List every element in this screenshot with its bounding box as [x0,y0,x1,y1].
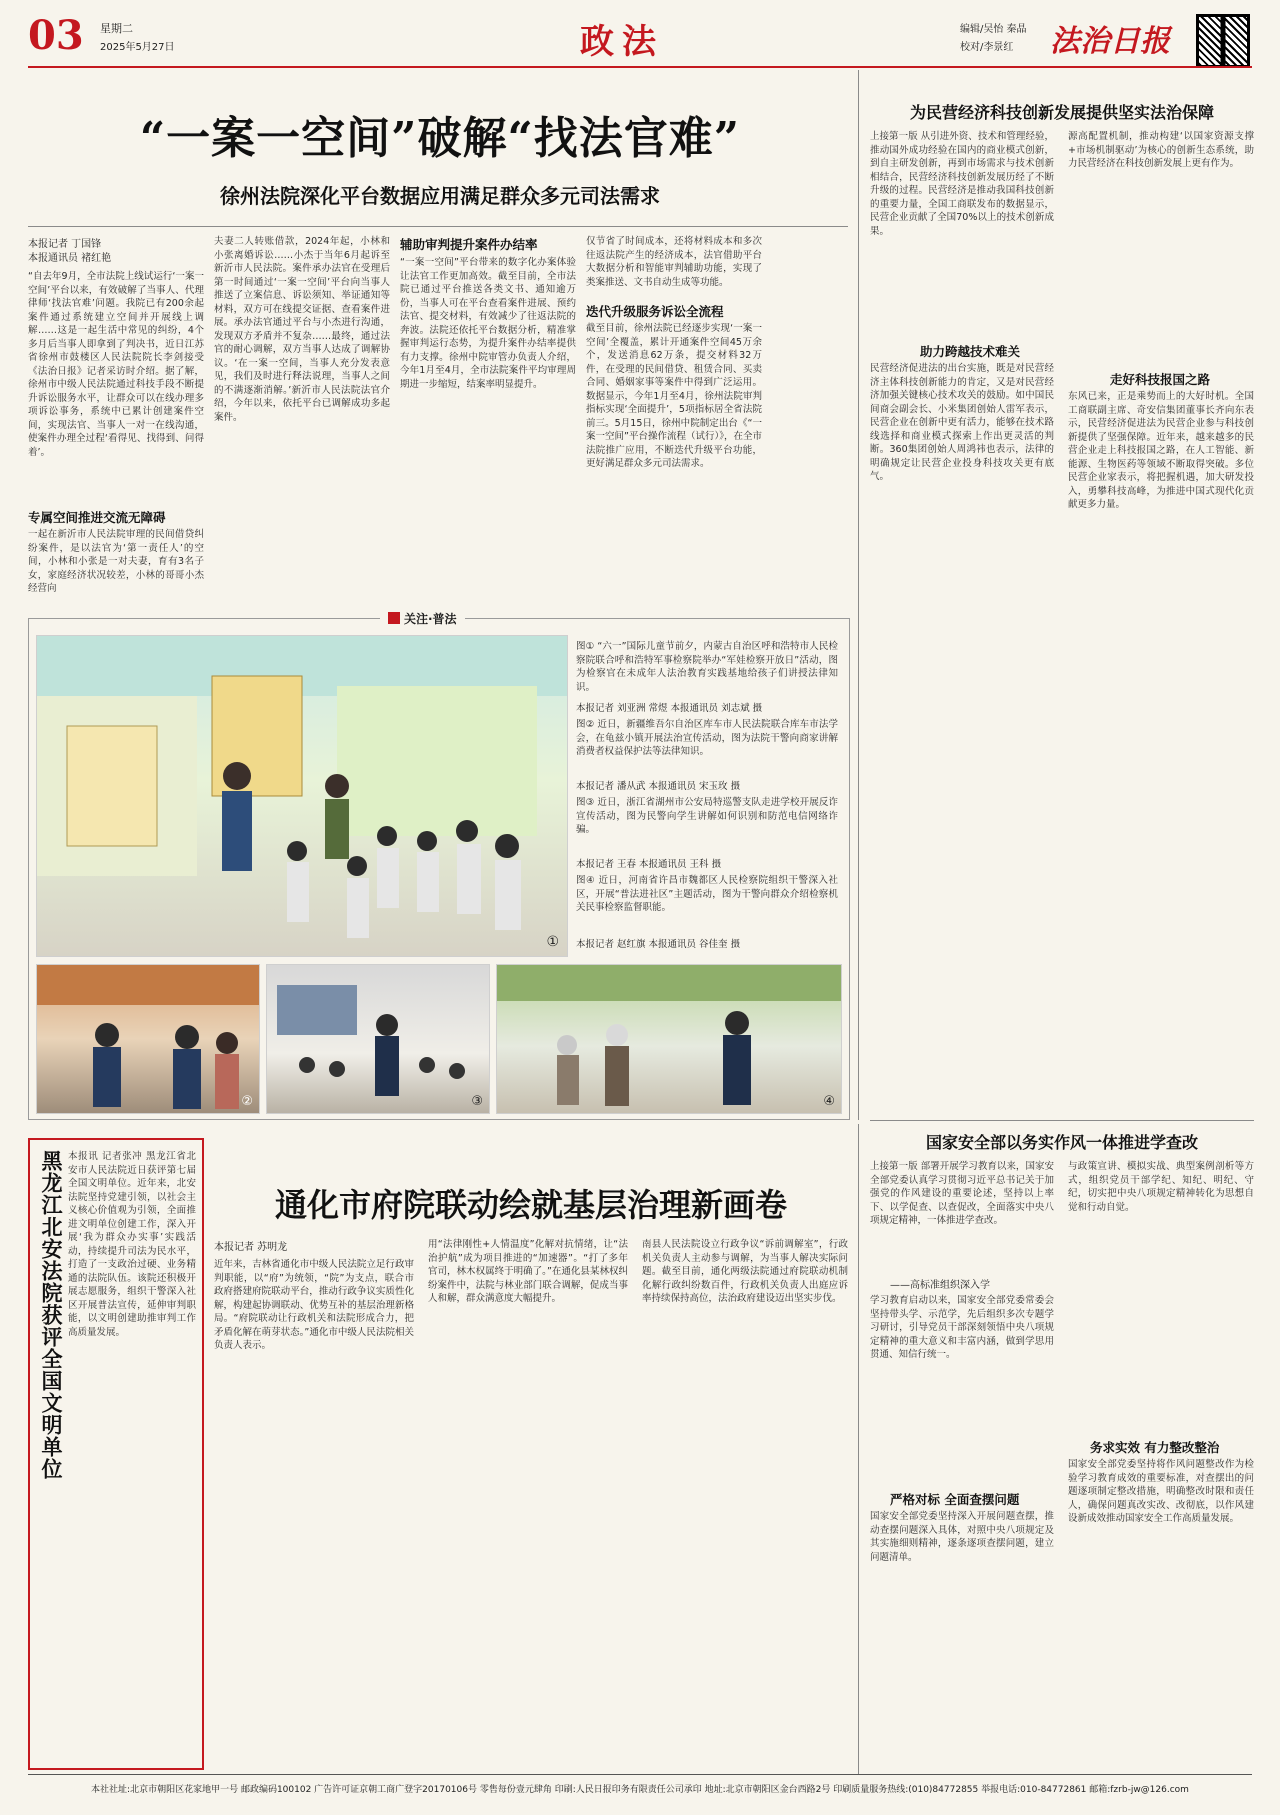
qr-code-icon [1196,14,1250,68]
tonghua-byline: 本报记者 苏明龙 [214,1242,288,1253]
issue-date: 2025年5月27日 [100,42,175,53]
tag-flag-icon [388,612,400,624]
lead-column-4: 仅节省了时间成本，还将材料成本和多次往返法院产生的经济成本，法官借助平台大数据分析和智能审判辅助功能，实现了类案推送、文书自动生成等功能。 [586,236,762,288]
guide-column-2b: 东风已来，正是乘势而上的大好时机。全国工商联副主席、奇安信集团董事长齐向东表示，民营经济促进法为民营企业参与科技创新提供了坚强保障。近年来，越来越多的民营企业走上科技报国之路，在人工智能、新能源、生物医药等领域不断取得突破。多位民营企业家表示，将把握机遇，加大研发投入，勇攀科技高峰，为推进中国式现代化贡献更多力量。 [1068,391,1254,510]
photo-marker-3: ③ [471,1094,483,1109]
photo-credit-1: 本报记者 刘亚洲 常煜 本报通讯员 刘志斌 摄 [576,703,763,714]
guide-subhead-road: 走好科技报国之路 [1110,372,1211,387]
photo-marker-4: ④ [823,1094,835,1109]
tonghua-column-3: 南县人民法院设立行政争议“诉前调解室”，行政机关负责人主动参与调解，为当事人解决实际问题。截至目前，通化两级法院通过府院联动机制化解行政纠纷数百件，行政机关负责人出庭应诉率持续保持高位，法治政府建设迈出坚实步伐。 [642,1239,848,1304]
lead-column-4b: 截至目前，徐州法院已经逐步实现‘一案一空间’全覆盖，累计开通案件空间45万余个，发送消息62万条，提交材料32万件，在受理的民间借贷、租赁合同、买卖合同、婚姻家事等案件中得到广泛运用。数据显示，今年1月至4月，徐州法院审判指标实现‘全面提升’，5项指标居全省法院前三。5月15日，徐州中院制定出台《“一案一空间”平台操作流程（试行）》，在全市法院推广应用，不断迭代升级平台功能，更好满足群众多元司法需求。 [586,323,762,469]
security-column-2b: 国家安全部党委坚持将作风问题整改作为检验学习教育成效的重要标准，对查摆出的问题逐项制定整改措施，明确整改时限和责任人，确保问题真改实改、改彻底，以作风建设新成效推动国家安全工作高质量发展。 [1068,1459,1254,1524]
lead-subhead-space: 专属空间推进交流无障碍 [28,510,166,525]
security-title: 国家安全部以务实作风一体推进学查改 [925,1133,1198,1152]
section-title: 政法 [580,22,664,62]
photo-2 [36,964,260,1114]
tonghua-title: 通化市府院联动绘就基层治理新画卷 [274,1186,787,1224]
lead-column-1b: 一起在新沂市人民法院审理的民间借贷纠纷案件，是以法官为‘第一责任人’的空间，小林和小张是一对夫妻，育有3名子女，家庭经济状况较差，小林的哥哥小杰经营向 [28,529,204,594]
lead-column-2: 夫妻二人转账借款，2024年起，小林和小张离婚诉讼……小杰于当年6月起诉至新沂市人民法院。案件承办法官在受理后第一时间通过‘一案一空间’平台向当事人推送了立案信息、诉讼须知、举证通知等材料，双方可在线提交证据、查看案件进展。承办法官通过平台与小杰进行沟通，发现双方矛盾并不复杂……最终，通过法官的耐心调解，双方当事人达成了调解协议。‘在一案一空间，当事人充分发表意见，我们及时进行释法说理，当事人之间的不满逐渐消解。’新沂市人民法院法官介绍，今年以来，依托平台已调解成功多起案件。 [214,236,390,423]
page-number: 03 [28,12,84,59]
photo-marker-1: ① [546,934,559,950]
photo-section-tag: 关注·普法 [380,610,465,627]
security-subhead-study: ——高标准组织深入学 [890,1280,990,1291]
lead-title: “一案一空间”破解“找法官难” [139,113,741,164]
lead-column-3: “一案一空间”平台带来的数字化办案体验让法官工作更加高效。截至目前，全市法院已通过平台推送各类文书、通知逾万份，当事人可在平台查看案件进展、预约法官、提交材料，有效减少了往返法院的奔波。法院还依托平台数据分析，精准掌握审判运行态势，为提升案件办结率提供有力支撑。徐州中院审管办负责人介绍，今年1月至4月，全市法院案件平均审理周期进一步缩短，结案率明显提升。 [400,257,576,390]
sidebar-title: 黑龙江北安法院获评全国文明单位 [39,1150,64,1480]
sidebar-text: 本报讯 记者张冲 黑龙江省北安市人民法院近日获评第七届全国文明单位。近年来，北安法院坚持党建引领，以社会主义核心价值观为引领，全面推进文明单位创建工作，深入开展‘我为群众办实事’实践活动，持续提升司法为民水平，打造了一支政治过硬、业务精通的法院队伍。该院还积极开展志愿服务，组织干警深入社区开展普法宣传，延伸审判职能，以文明创建助推审判工作高质量发展。 [68,1151,196,1338]
photo-marker-2: ② [241,1094,253,1109]
photo-3 [266,964,490,1114]
security-column-1: 上接第一版 部署开展学习教育以来，国家安全部党委认真学习贯彻习近平总书记关于加强党的作风建设的重要论述，坚持以上率下、以学促查、以查促改，全面落实中央八项规定精神，一体推进学查改。 [870,1161,1054,1226]
masthead-logo: 法治日报 [1050,24,1170,59]
photo-caption-4: 图④ 近日，河南省许昌市魏都区人民检察院组织干警深入社区，开展“普法进社区”主题活动，图为干警向群众介绍检察机关民事检察监督职能。 [576,875,838,913]
photo-credit-3: 本报记者 王春 本报通讯员 王科 摄 [576,859,722,870]
security-column-1b: 学习教育启动以来，国家安全部党委常委会坚持带头学、示范学，先后组织多次专题学习研讨，引导党员干部深刻领悟中央八项规定精神的重大意义和丰富内涵，做到学思用贯通、知信行统一。 [870,1295,1054,1360]
tonghua-column-2: 用“法律刚性+人情温度”化解对抗情绪，让“法治护航”成为项目推进的“加速器”。“打了多年官司，林木权属终于明确了。”在通化县某林权纠纷案件中，法院与林业部门联合调解，促成当事人和解，群众满意度大幅提升。 [428,1239,628,1304]
photo-caption-1: 图① “六一”国际儿童节前夕，内蒙古自治区呼和浩特市人民检察院联合呼和浩特军事检察院举办“军娃检察开放日”活动，图为检察官在未成年人法治教育实践基地给孩子们讲授法律知识。 [576,641,838,693]
security-column-1c: 国家安全部党委坚持深入开展问题查摆，推动查摆问题深入具体，对照中央八项规定及其实施细则精神，逐条逐项查摆问题，建立问题清单。 [870,1511,1054,1563]
photo-credit-2: 本报记者 潘从武 本报通讯员 宋玉玫 摄 [576,781,741,792]
security-subhead-check: 严格对标 全面查摆问题 [890,1492,1020,1507]
lead-subhead-upgrade: 迭代升级服务诉讼全流程 [586,304,724,319]
lead-byline-reporter: 本报记者 丁国锋 [28,239,102,250]
guide-subhead-tech: 助力跨越技术难关 [920,344,1021,359]
lead-subtitle: 徐州法院深化平台数据应用满足群众多元司法需求 [220,184,660,208]
guide-title: 为民营经济科技创新发展提供坚实法治保障 [909,103,1214,122]
main-photo [36,635,568,957]
proofreader: 校对/李景红 [960,42,1014,53]
guide-column-1b: 民营经济促进法的出台实施，既是对民营经济主体科技创新能力的肯定，又是对民营经济加强关键核心技术攻关的鼓励。如中国民间商会副会长、小米集团创始人雷军表示，民营企业在创新中更有活力，能够在技术路线选择和商业模式探索上作出更灵活的判断。360集团创始人周鸿祎也表示，法律的明确规定让民营企业投身科技攻关更有底气。 [870,363,1054,482]
photo-credit-4: 本报记者 赵红旗 本报通讯员 谷佳奎 摄 [576,939,741,950]
weekday: 星期二 [100,22,133,35]
editors: 编辑/吴怡 秦晶 [960,24,1027,35]
tonghua-column-1: 近年来，吉林省通化市中级人民法院立足行政审判职能，以“府”为统领，“院”为支点，联合市政府搭建府院联动平台，推动行政争议实质性化解，构建起协调联动、优势互补的基层治理新格局。“府院联动让行政机关和法院形成合力，把矛盾化解在萌芽状态。”通化市中级人民法院相关负责人表示。 [214,1259,414,1351]
security-column-2: 与政策宣讲、模拟实战、典型案例剖析等方式，组织党员干部学纪、知纪、明纪、守纪，切实把中央八项规定精神转化为思想自觉和行动自觉。 [1068,1161,1254,1213]
photo-caption-2: 图② 近日，新疆维吾尔自治区库车市人民法院联合库车市法学会，在龟兹小镇开展法治宣传活动，图为法院干警向商家讲解消费者权益保护法等法律知识。 [576,719,838,757]
guide-column-1: 上接第一版 从引进外资、技术和管理经验，推动国外成功经验在国内的商业模式创新，到自主研发创新，再到市场需求与技术创新相结合，民营经济科技创新发展历经了不断升级的过程。民营经济是推动我国科技创新的重要力量，全国工商联发布的数据显示，民营企业贡献了全国70%以上的技术创新成果。 [870,131,1054,237]
lead-subhead-trial: 辅助审判提升案件办结率 [400,237,538,252]
photo-4 [496,964,842,1114]
lead-column-1: “自去年9月，全市法院上线试运行‘一案一空间’平台以来，有效破解了当事人、代理律师‘找法官难’问题。我院已有200余起案件通过系统建立空间并开展线上调解……这是一起生活中常见的纠纷，4个多月后当事人即拿到了判决书，近日江苏省徐州市鼓楼区人民法院院长李剑接受《法治日报》记者采访时介绍。据了解，徐州市中级人民法院通过科技手段不断提升诉讼服务水平，让群众可以在线办理多项诉讼事务，系统中已累计创建案件空间，实现法官、当事人一对一在线沟通，使案件办理全过程‘看得见、找得到、问得着’。 [28,271,204,458]
footer-info: 本社社址:北京市朝阳区花家地甲一号 邮政编码100102 广告许可证京朝工商广登字20170106号 零售每份壹元肆角 印刷:人民日报印务有限责任公司承印 地址:北京市朝阳区金台西路2号 印刷质量服务热线:(010)84772855 举报电话:010-84772861 邮箱:fzrb-jw@126.com [91,1785,1189,1795]
lead-byline-correspondent: 本报通讯员 褚红艳 [28,253,112,264]
guide-column-2: 源高配置机制，推动构建‘以国家资源支撑+市场机制驱动’为核心的创新生态系统，助力民营经济在科技创新发展上更有作为。 [1068,131,1254,169]
security-subhead-rectify: 务求实效 有力整改整治 [1090,1440,1220,1455]
photo-caption-3: 图③ 近日，浙江省湖州市公安局特巡警支队走进学校开展反诈宣传活动，图为民警向学生讲解如何识别和防范电信网络诈骗。 [576,797,838,835]
classroom-scene-icon [37,636,567,956]
